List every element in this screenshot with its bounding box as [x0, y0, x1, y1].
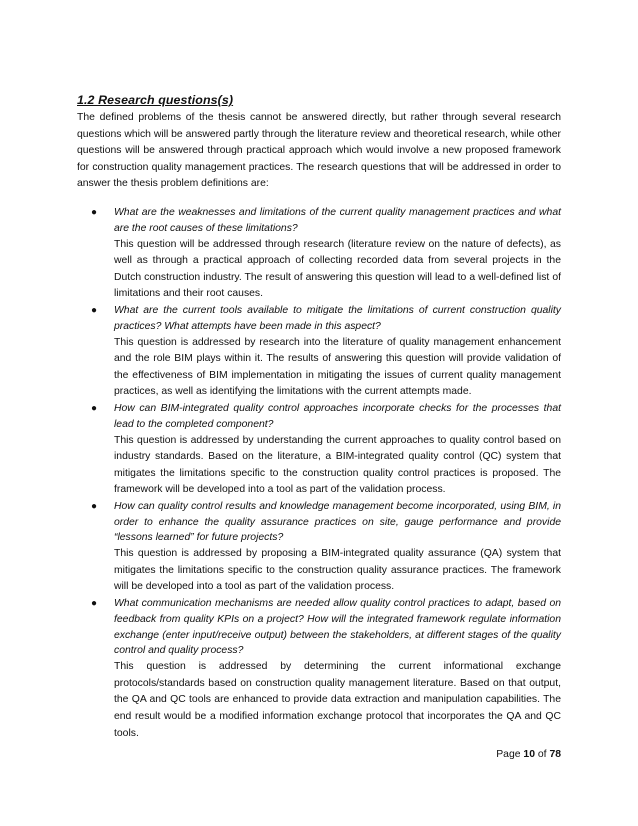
list-item: [77, 596, 561, 742]
question-text: What communication mechanisms are needed allow quality control practices to adapt, based on feedback from quality KPIs on a project? How will the integrated framework regulate information exchange (enter input/receive output) between the stakeholders, at different stages of the quality control and quality process?: [114, 598, 561, 657]
bullet-icon: ●: [91, 206, 98, 218]
bullet-icon: ●: [91, 402, 98, 414]
answer-text: This question is addressed by proposing a BIM-integrated quality assurance (QA) system that mitigates the limitations specific to the construction quality assurance practices. The framework will be developed into a tool as part of the validation process.: [114, 548, 561, 593]
answer-text: This question is addressed by understanding the current approaches to quality control based on industry standards. Based on the literature, a BIM-integrated quality control (QC) system that mitigates the limitations specific to the construction quality control practices is proposed. The framework will be developed into a tool as part of the validation process.: [114, 434, 561, 496]
research-question-list: [77, 205, 561, 742]
question-text: How can quality control results and knowledge management become incorporated, using BIM, in order to enhance the quality assurance practices on site, gauge performance and provide “lessons learned” for future projects?: [114, 500, 561, 544]
bullet-icon: ●: [91, 304, 98, 316]
page-total: 78: [549, 749, 561, 760]
section-heading: 1.2 Research questions(s): [77, 93, 234, 107]
answer-text: This question is addressed by determining the current informational exchange protocols/standards based on construction quality management literature. Based on that output, the QA and QC tools are enhanced to provide data extraction and manipulation capabilities. The end result would be a modified information exchange protocol that incorporates the QA and QC tools.: [114, 661, 561, 739]
list-item: [77, 205, 561, 303]
document-page: [77, 92, 561, 742]
list-item: [77, 401, 561, 499]
of-label: of: [537, 749, 547, 760]
page-number: 10: [523, 749, 535, 760]
question-text: What are the current tools available to mitigate the limitations of current construction quality practices? What attempts have been made in this aspect?: [114, 304, 561, 332]
answer-text: This question is addressed by research into the literature of quality management enhancement and the role BIM plays within it. The results of answering this question will provide validation of the effectiveness of BIM implementation in mitigating the issues of current quality management practices, as well as identifying the limitations with the current attempts made.: [114, 336, 561, 398]
list-item: [77, 303, 561, 401]
page-label: Page: [496, 749, 521, 760]
bullet-icon: ●: [91, 500, 98, 512]
bullet-icon: ●: [91, 598, 98, 610]
question-text: What are the weaknesses and limitations of the current quality management practices and what are the root causes of these limitations?: [114, 206, 561, 234]
list-item: [77, 499, 561, 596]
question-text: How can BIM-integrated quality control approaches incorporate checks for the processes that lead to the completed component?: [114, 402, 561, 430]
answer-text: This question will be addressed through research (literature review on the nature of defects), as well as through a practical approach of collecting recorded data from several projects in the Dutch construction industry. The result of answering this question will lead to a well-defined list of limitations and their root causes.: [114, 238, 561, 300]
page-footer: [496, 748, 561, 762]
intro-paragraph: The defined problems of the thesis cannot be answered directly, but rather through several research questions which will be answered partly through the literature review and theoretical research, while other questions will be answered through practical approach which would involve a new proposed framework for construction quality management practices. The research questions that will be addressed in order to answer the thesis problem definitions are:: [77, 112, 561, 190]
